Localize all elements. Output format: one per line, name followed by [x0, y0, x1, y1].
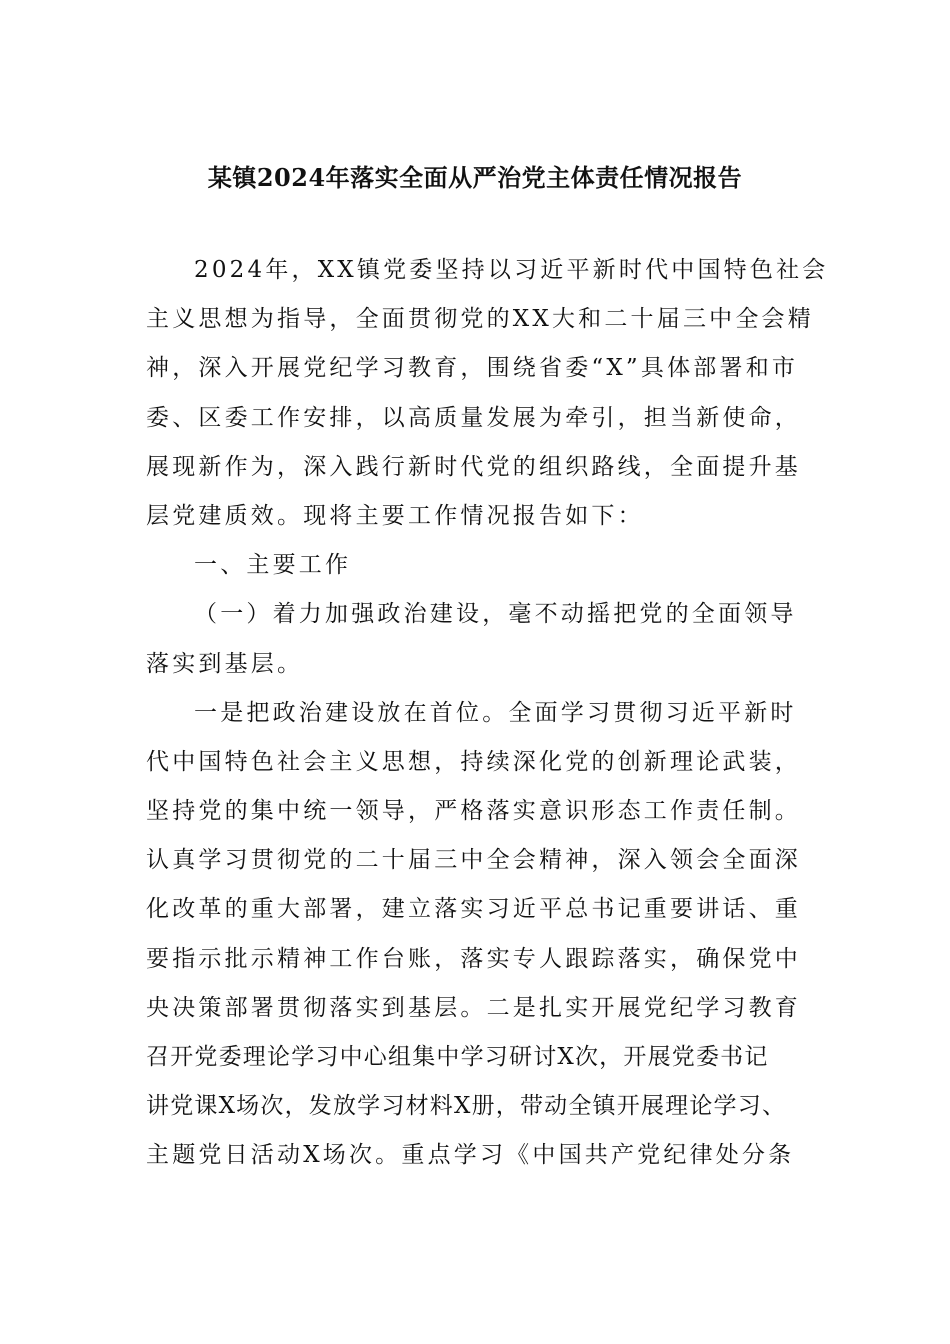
paragraph-line: 化改革的重大部署，建立落实习近平总书记重要讲话、重 [146, 896, 801, 923]
document-title: 某镇2024年落实全面从严治党主体责任情况报告 [207, 163, 743, 192]
section-heading: 一、主要工作 [194, 552, 352, 579]
paragraph-line: 要指示批示精神工作台账，落实专人跟踪落实，确保党中 [146, 945, 801, 972]
subsection-heading-continued: 落实到基层。 [146, 650, 304, 677]
paragraph-line: 主题党日活动X场次。重点学习《中国共产党纪律处分条 [146, 1142, 795, 1169]
paragraph-line: 代中国特色社会主义思想，持续深化党的创新理论武装， [146, 748, 801, 775]
paragraph-line: 一是把政治建设放在首位。全面学习贯彻习近平新时 [194, 699, 797, 726]
paragraph-line: 央决策部署贯彻落实到基层。二是扎实开展党纪学习教育 [146, 994, 801, 1021]
document-body [146, 246, 829, 1181]
paragraph-line: 讲党课X场次，发放学习材料X册，带动全镇开展理论学习、 [146, 1093, 787, 1120]
paragraph-line: 神，深入开展党纪学习教育，围绕省委“X”具体部署和市 [146, 355, 799, 382]
paragraph-line: 认真学习贯彻党的二十届三中全会精神，深入领会全面深 [146, 847, 801, 874]
paragraph-line: 委、区委工作安排，以高质量发展为牵引，担当新使命， [146, 404, 801, 431]
paragraph-line: 展现新作为，深入践行新时代党的组织路线，全面提升基 [146, 453, 801, 480]
subsection-heading: （一）着力加强政治建设，毫不动摇把党的全面领导 [194, 601, 797, 628]
paragraph-line: 主义思想为指导，全面贯彻党的XX大和二十届三中全会精 [146, 306, 814, 333]
paragraph-line: 层党建质效。现将主要工作情况报告如下： [146, 502, 644, 529]
paragraph-line: 召开党委理论学习中心组集中学习研讨X次，开展党委书记 [146, 1044, 769, 1070]
paragraph-line: 坚持党的集中统一领导，严格落实意识形态工作责任制。 [146, 798, 801, 825]
paragraph-line: 2024年，XX镇党委坚持以习近平新时代中国特色社会 [194, 257, 829, 283]
